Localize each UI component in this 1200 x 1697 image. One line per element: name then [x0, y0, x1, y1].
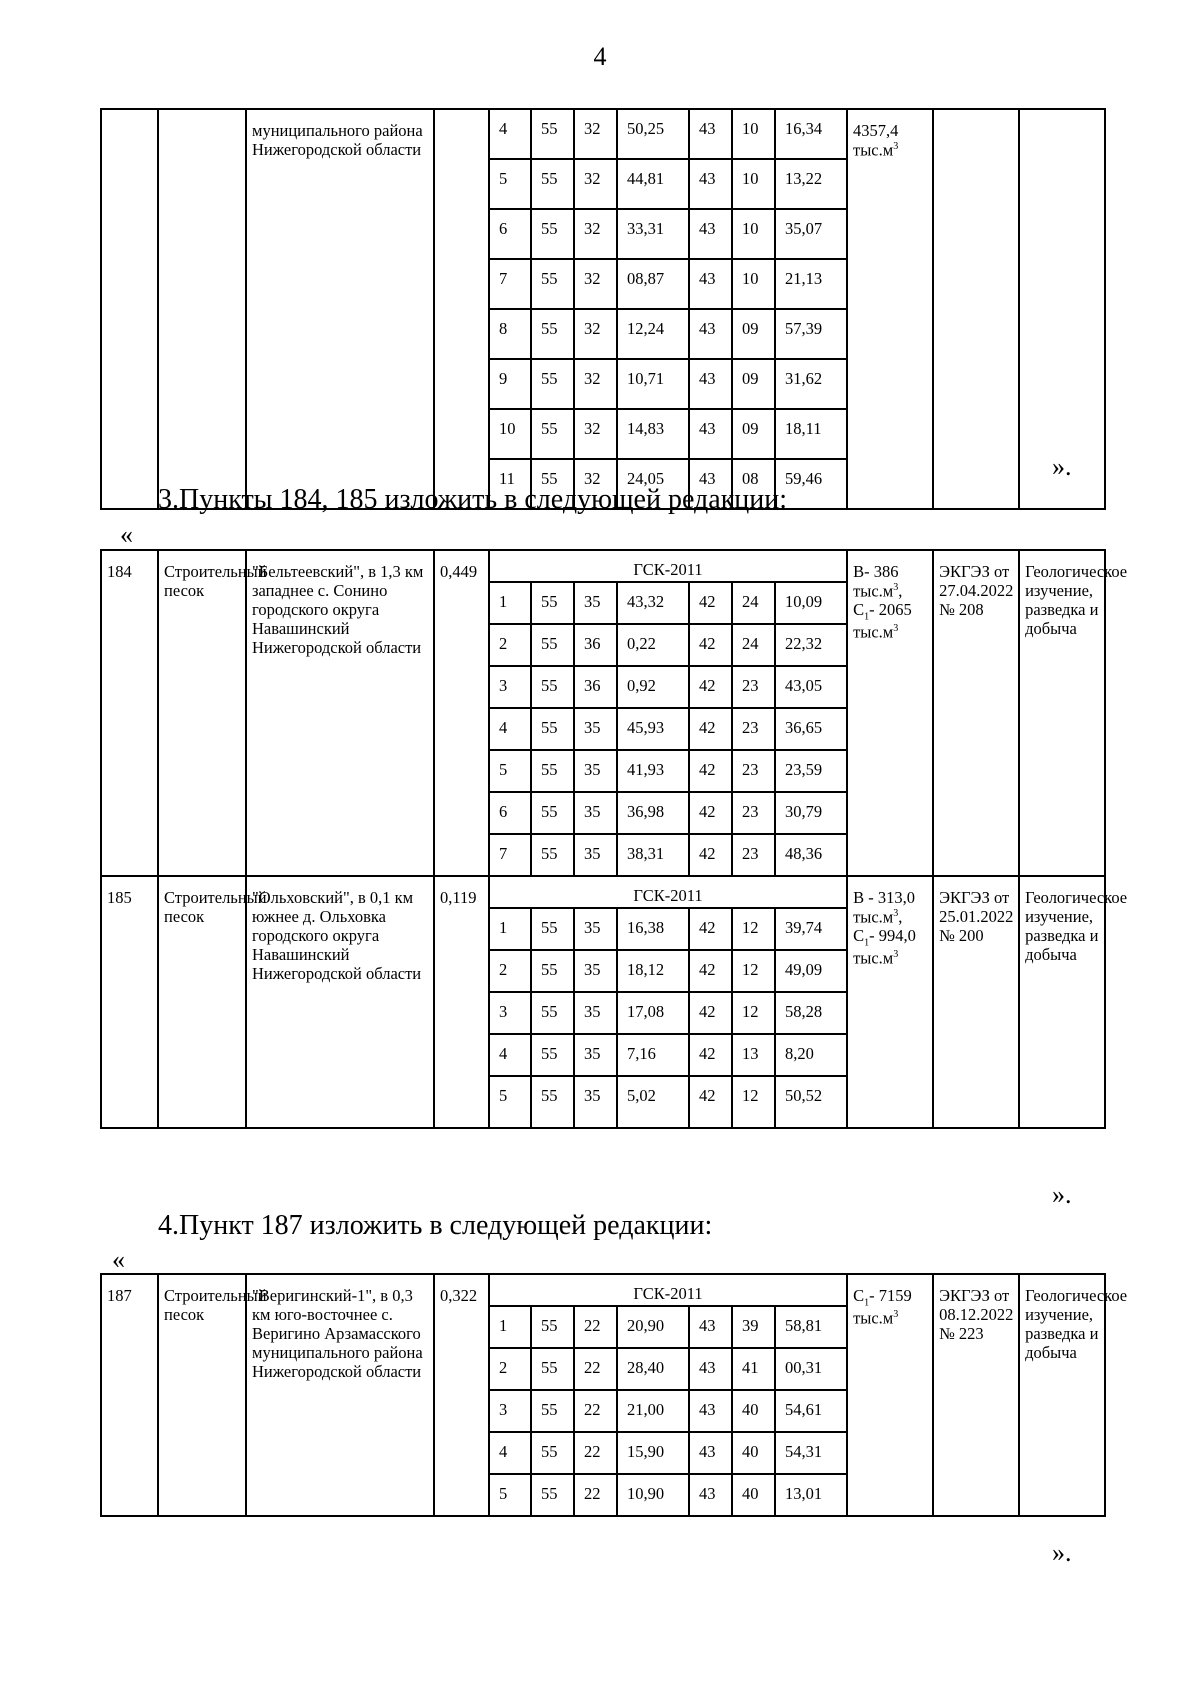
coord-cell: 43,32 [617, 582, 689, 624]
coord-cell: 22 [574, 1390, 617, 1432]
purpose-cell: Геологическое изучение, разведка и добыча [1019, 1274, 1105, 1516]
coord-cell: 08 [732, 459, 775, 509]
item-number: 184 [101, 550, 158, 876]
area-cell [434, 109, 489, 509]
coord-cell: 59,46 [775, 459, 847, 509]
table-row [101, 109, 1105, 159]
mineral-cell: Строительный песок [158, 876, 246, 1128]
coord-cell: 55 [531, 459, 574, 509]
coord-cell: 42 [689, 708, 732, 750]
coord-cell: 16,34 [775, 109, 847, 159]
close-quote-1: ». [1052, 452, 1072, 481]
open-quote-1: « [120, 520, 133, 549]
coord-cell: 32 [574, 259, 617, 309]
coord-cell: 2 [489, 1348, 531, 1390]
coord-cell: 55 [531, 1076, 574, 1128]
coord-cell: 35 [574, 834, 617, 876]
coord-cell: 42 [689, 582, 732, 624]
coord-cell: 9 [489, 359, 531, 409]
reserves-sub: 1 [864, 1297, 870, 1309]
cubic-sup: 3 [893, 907, 899, 919]
item-number: 185 [101, 876, 158, 1128]
coord-cell: 36 [574, 624, 617, 666]
coord-cell: 55 [531, 708, 574, 750]
coord-cell: 18,12 [617, 950, 689, 992]
coord-cell: 36,98 [617, 792, 689, 834]
coord-cell: 40 [732, 1432, 775, 1474]
coord-cell: 55 [531, 209, 574, 259]
coord-cell: 10 [489, 409, 531, 459]
coord-cell: 24 [732, 624, 775, 666]
coord-cell: 50,25 [617, 109, 689, 159]
coord-cell: 22,32 [775, 624, 847, 666]
cubic-sup: 3 [893, 140, 899, 152]
coord-cell: 55 [531, 359, 574, 409]
coord-cell: 32 [574, 109, 617, 159]
coord-cell: 35 [574, 950, 617, 992]
coord-cell: 54,61 [775, 1390, 847, 1432]
coord-cell: 23 [732, 834, 775, 876]
coordinate-system: ГСК-2011 [489, 1274, 847, 1306]
reserves-cell [847, 109, 933, 509]
coord-cell: 10 [732, 209, 775, 259]
coord-cell: 3 [489, 666, 531, 708]
coord-cell: 1 [489, 908, 531, 950]
coord-cell: 55 [531, 409, 574, 459]
coord-cell: 21,13 [775, 259, 847, 309]
coord-cell: 43 [689, 159, 732, 209]
coord-cell: 39 [732, 1306, 775, 1348]
coord-cell: 55 [531, 950, 574, 992]
coord-cell: 58,81 [775, 1306, 847, 1348]
coord-cell: 35 [574, 792, 617, 834]
section-3-heading: 3.Пункты 184, 185 изложить в следующей редакции: [158, 484, 788, 515]
coord-cell: 43 [689, 1390, 732, 1432]
coord-cell: 3 [489, 1390, 531, 1432]
coord-cell: 4 [489, 1034, 531, 1076]
coord-cell: 12 [732, 992, 775, 1034]
coord-cell: 22 [574, 1432, 617, 1474]
coord-cell: 35 [574, 582, 617, 624]
coord-cell: 09 [732, 309, 775, 359]
coord-cell: 55 [531, 1390, 574, 1432]
coord-cell: 35 [574, 908, 617, 950]
coord-cell: 00,31 [775, 1348, 847, 1390]
cubic-sup: 3 [893, 623, 899, 635]
coord-cell: 23 [732, 750, 775, 792]
name-cell: "Ольховский", в 0,1 км южнее д. Ольховка городского округа Навашинский Нижегородской области [246, 876, 434, 1128]
coord-cell: 36,65 [775, 708, 847, 750]
coord-cell: 36 [574, 666, 617, 708]
coord-cell: 33,31 [617, 209, 689, 259]
coord-cell: 42 [689, 834, 732, 876]
coord-cell: 17,08 [617, 992, 689, 1034]
coord-cell: 10 [732, 109, 775, 159]
coord-cell: 12 [732, 950, 775, 992]
reserves-sep: , С [853, 581, 903, 620]
coordinate-system: ГСК-2011 [489, 876, 847, 908]
reserves-value: - 994,0 тыс.м [853, 926, 916, 968]
reserves-cell [847, 550, 933, 876]
coord-cell: 55 [531, 792, 574, 834]
coord-cell: 28,40 [617, 1348, 689, 1390]
coord-cell: 4 [489, 708, 531, 750]
coord-cell: 55 [531, 1306, 574, 1348]
coord-cell: 8 [489, 309, 531, 359]
coord-cell: 43 [689, 409, 732, 459]
purpose-cell [1019, 109, 1105, 509]
coord-cell: 55 [531, 1348, 574, 1390]
coord-cell: 42 [689, 992, 732, 1034]
coord-cell: 5 [489, 750, 531, 792]
coord-cell: 4 [489, 1432, 531, 1474]
num-cell [101, 109, 158, 509]
coord-cell: 43 [689, 459, 732, 509]
purpose-cell: Геологическое изучение, разведка и добыча [1019, 876, 1105, 1128]
mineral-cell: Строительный песок [158, 1274, 246, 1516]
coord-cell: 43 [689, 359, 732, 409]
coord-cell: 22 [574, 1306, 617, 1348]
coord-cell: 10,90 [617, 1474, 689, 1516]
coord-cell: 23 [732, 666, 775, 708]
coord-cell: 10 [732, 159, 775, 209]
coord-cell: 09 [732, 359, 775, 409]
coord-cell: 24 [732, 582, 775, 624]
coord-cell: 42 [689, 908, 732, 950]
coord-cell: 48,36 [775, 834, 847, 876]
coord-cell: 15,90 [617, 1432, 689, 1474]
coord-cell: 55 [531, 666, 574, 708]
reserves-value: В- 386 тыс.м [853, 562, 899, 601]
coord-cell: 42 [689, 1076, 732, 1128]
coord-cell: 18,11 [775, 409, 847, 459]
coord-cell: 10 [732, 259, 775, 309]
coord-cell: 55 [531, 259, 574, 309]
coord-cell: 42 [689, 950, 732, 992]
coord-cell: 43 [689, 1348, 732, 1390]
coord-cell: 55 [531, 834, 574, 876]
coord-cell: 20,90 [617, 1306, 689, 1348]
item-number: 187 [101, 1274, 158, 1516]
coord-cell: 55 [531, 750, 574, 792]
reserves-cell [847, 876, 933, 1128]
protocol-cell: ЭКГЭЗ от 25.01.2022 № 200 [933, 876, 1019, 1128]
coord-cell: 10,09 [775, 582, 847, 624]
name-cell: "Веригинский-1", в 0,3 км юго-восточнее с. Веригино Арзамасского муниципального района Нижегородской области [246, 1274, 434, 1516]
coord-cell: 55 [531, 992, 574, 1034]
coord-cell: 35 [574, 992, 617, 1034]
coord-cell: 08,87 [617, 259, 689, 309]
coord-cell: 55 [531, 1034, 574, 1076]
coord-cell: 31,62 [775, 359, 847, 409]
coord-cell: 55 [531, 582, 574, 624]
coord-cell: 55 [531, 109, 574, 159]
coord-cell: 45,93 [617, 708, 689, 750]
coord-cell: 6 [489, 209, 531, 259]
coord-cell: 2 [489, 950, 531, 992]
coord-cell: 23 [732, 792, 775, 834]
coord-cell: 42 [689, 750, 732, 792]
coord-cell: 42 [689, 624, 732, 666]
coord-cell: 32 [574, 409, 617, 459]
coord-cell: 43,05 [775, 666, 847, 708]
coord-cell: 13,22 [775, 159, 847, 209]
coord-cell: 55 [531, 1432, 574, 1474]
coord-cell: 5 [489, 1076, 531, 1128]
reserves-cell [847, 1274, 933, 1516]
coord-cell: 23,59 [775, 750, 847, 792]
page-number: 4 [593, 42, 607, 71]
cubic-sup: 3 [893, 949, 899, 961]
coord-cell: 5 [489, 1474, 531, 1516]
coord-cell: 16,38 [617, 908, 689, 950]
mineral-cell: Строительный песок [158, 550, 246, 876]
coord-cell: 1 [489, 582, 531, 624]
coord-cell: 57,39 [775, 309, 847, 359]
table-items-184-185 [100, 549, 1128, 1129]
coord-cell: 14,83 [617, 409, 689, 459]
table-row [101, 550, 1105, 582]
coord-cell: 43 [689, 259, 732, 309]
coord-cell: 32 [574, 359, 617, 409]
coord-cell: 38,31 [617, 834, 689, 876]
coord-cell: 32 [574, 209, 617, 259]
coord-cell: 40 [732, 1390, 775, 1432]
area-cell: 0,119 [434, 876, 489, 1128]
coord-cell: 4 [489, 109, 531, 159]
table-row [101, 876, 1105, 908]
protocol-cell: ЭКГЭЗ от 27.04.2022 № 208 [933, 550, 1019, 876]
protocol-cell [933, 109, 1019, 509]
coord-cell: 43 [689, 209, 732, 259]
coord-cell: 39,74 [775, 908, 847, 950]
coord-cell: 09 [732, 409, 775, 459]
coord-cell: 5,02 [617, 1076, 689, 1128]
coord-cell: 5 [489, 159, 531, 209]
coord-cell: 10,71 [617, 359, 689, 409]
reserves-value: - 2065 тыс.м [853, 600, 912, 642]
close-quote-2: ». [1052, 1180, 1072, 1209]
reserves-prefix: С [853, 1286, 865, 1305]
section-4-heading: 4.Пункт 187 изложить в следующей редакции: [158, 1210, 713, 1241]
coord-cell: 0,22 [617, 624, 689, 666]
reserves-sep: , С [853, 907, 903, 946]
coord-cell: 13 [732, 1034, 775, 1076]
coord-cell: 55 [531, 1474, 574, 1516]
protocol-cell: ЭКГЭЗ от 08.12.2022 № 223 [933, 1274, 1019, 1516]
coord-cell: 12,24 [617, 309, 689, 359]
coord-cell: 21,00 [617, 1390, 689, 1432]
coord-cell: 44,81 [617, 159, 689, 209]
coord-cell: 12 [732, 908, 775, 950]
coord-cell: 49,09 [775, 950, 847, 992]
coord-cell: 43 [689, 1432, 732, 1474]
coord-cell: 6 [489, 792, 531, 834]
close-quote-3: ». [1052, 1538, 1072, 1567]
coord-cell: 11 [489, 459, 531, 509]
area-cell: 0,449 [434, 550, 489, 876]
table-row [101, 1274, 1105, 1306]
reserves-sub: 1 [864, 937, 870, 949]
name-cell: "Бельтеевский", в 1,3 км западнее с. Сонино городского округа Навашинский Нижегородской области [246, 550, 434, 876]
coord-cell: 35,07 [775, 209, 847, 259]
coord-cell: 35 [574, 750, 617, 792]
coord-cell: 32 [574, 459, 617, 509]
coord-cell: 24,05 [617, 459, 689, 509]
name-cell: муниципального района Нижегородской области [246, 109, 434, 509]
coord-cell: 35 [574, 1076, 617, 1128]
coord-cell: 43 [689, 309, 732, 359]
coord-cell: 7 [489, 834, 531, 876]
open-quote-2: « [112, 1245, 125, 1274]
mineral-cell [158, 109, 246, 509]
reserves-value: В - 313,0 тыс.м [853, 888, 915, 927]
coord-cell: 54,31 [775, 1432, 847, 1474]
coord-cell: 23 [732, 708, 775, 750]
coord-cell: 43 [689, 1474, 732, 1516]
coord-cell: 42 [689, 666, 732, 708]
cubic-sup: 3 [893, 1308, 899, 1320]
purpose-cell: Геологическое изучение, разведка и добыча [1019, 550, 1105, 876]
reserves-value: - 7159 тыс.м [853, 1286, 912, 1328]
coord-cell: 13,01 [775, 1474, 847, 1516]
coord-cell: 1 [489, 1306, 531, 1348]
coord-cell: 7 [489, 259, 531, 309]
coord-cell: 41 [732, 1348, 775, 1390]
coord-cell: 2 [489, 624, 531, 666]
cubic-sup: 3 [893, 581, 899, 593]
coord-cell: 12 [732, 1076, 775, 1128]
coord-cell: 0,92 [617, 666, 689, 708]
coord-cell: 50,52 [775, 1076, 847, 1128]
coord-cell: 30,79 [775, 792, 847, 834]
coord-cell: 3 [489, 992, 531, 1034]
coord-cell: 42 [689, 1034, 732, 1076]
table-continuation [100, 108, 1106, 510]
coord-cell: 8,20 [775, 1034, 847, 1076]
coord-cell: 55 [531, 624, 574, 666]
coord-cell: 35 [574, 708, 617, 750]
coord-cell: 42 [689, 792, 732, 834]
coord-cell: 22 [574, 1348, 617, 1390]
table-item-187 [100, 1273, 1128, 1517]
coord-cell: 58,28 [775, 992, 847, 1034]
coord-cell: 55 [531, 309, 574, 359]
coord-cell: 32 [574, 159, 617, 209]
coord-cell: 35 [574, 1034, 617, 1076]
coord-cell: 40 [732, 1474, 775, 1516]
coord-cell: 41,93 [617, 750, 689, 792]
coordinate-system: ГСК-2011 [489, 550, 847, 582]
reserves-value: 4357,4 тыс.м [853, 121, 899, 160]
reserves-sub: 1 [864, 611, 870, 623]
coord-cell: 7,16 [617, 1034, 689, 1076]
coord-cell: 43 [689, 1306, 732, 1348]
area-cell: 0,322 [434, 1274, 489, 1516]
coord-cell: 32 [574, 309, 617, 359]
coord-cell: 55 [531, 908, 574, 950]
coord-cell: 43 [689, 109, 732, 159]
coord-cell: 22 [574, 1474, 617, 1516]
coord-cell: 55 [531, 159, 574, 209]
